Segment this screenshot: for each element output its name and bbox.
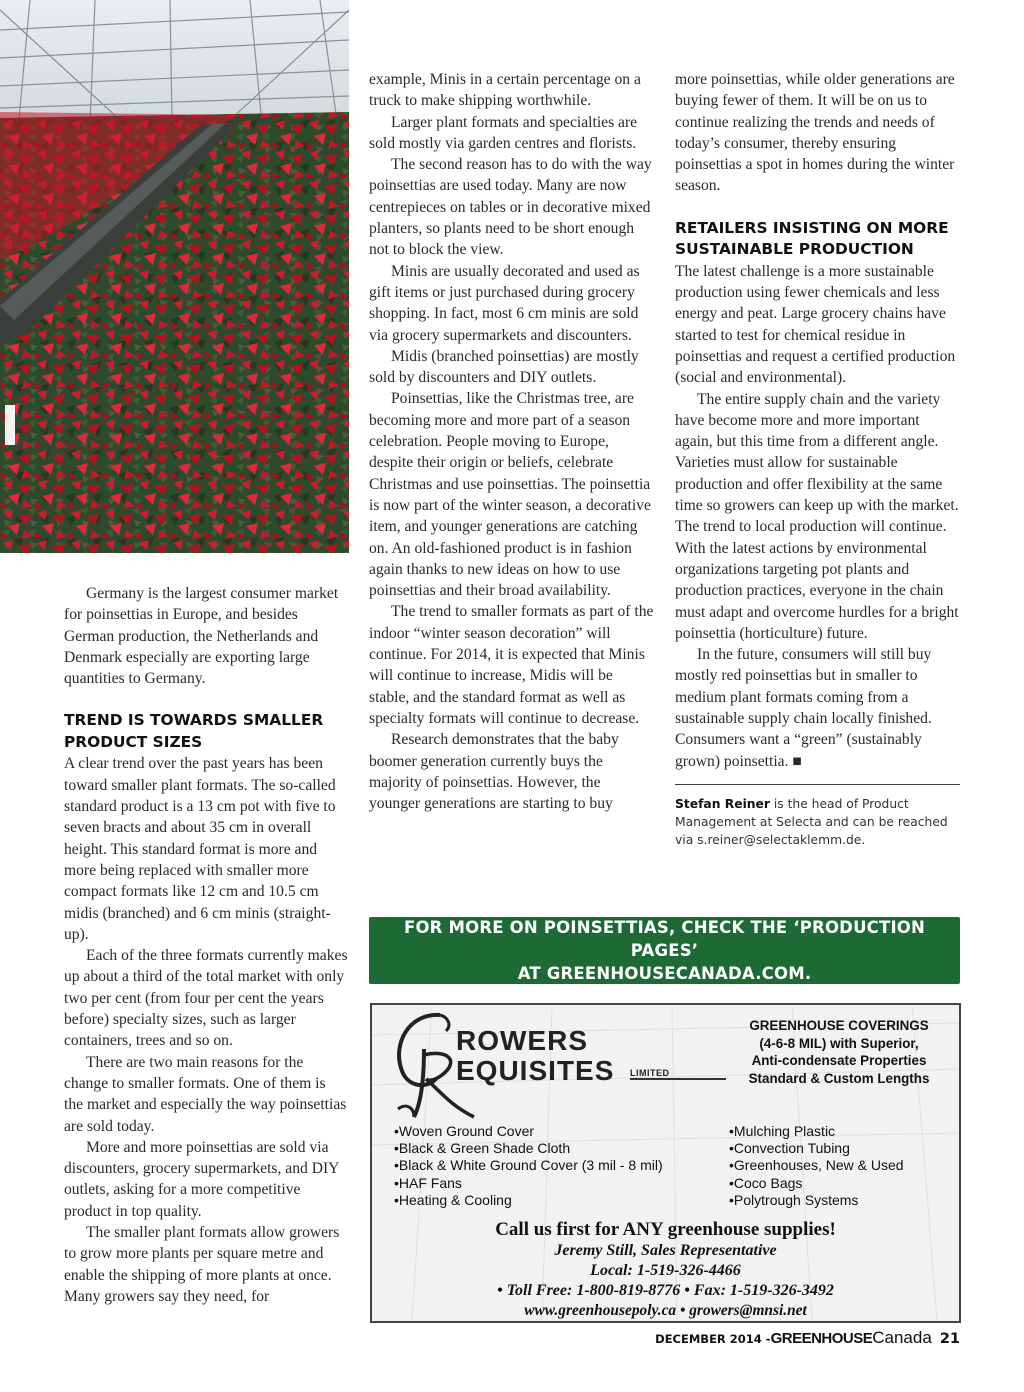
body-paragraph: Minis are usually decorated and used as gift items or just purchased during grocery shopping. In fact, most 6 cm minis are sold via grocery supermarkets and discounters. <box>369 262 640 344</box>
logo-limited: LIMITED <box>630 1068 670 1078</box>
body-paragraph: Research demonstrates that the baby boomer generation currently buys the majority of poinsettias. However, the younger generations are starting to buy <box>369 731 619 813</box>
product-list-right <box>729 1123 904 1209</box>
ad-local-phone: Local: 1-519-326-4466 <box>590 1262 741 1279</box>
promo-banner <box>369 917 960 984</box>
body-paragraph <box>675 644 960 772</box>
product-item: • Mulching Plastic <box>729 1123 904 1140</box>
body-paragraph: Poinsettias, like the Christmas tree, are becoming more and more part of a season celebration. People moving to Europe, despite their origin or beliefs, celebrate Christmas and use poinsettias. The poinsettia is now part of the winter season, a decorative item, and younger generations are catching on. An old-fashioned product is in fashion again thanks to new ideas on how to use poinsettias and their broad availability. <box>369 390 651 600</box>
growers-requisites-ad <box>370 1003 961 1323</box>
ad-tollfree-fax: • Toll Free: 1-800-819-8776 • Fax: 1-519-326-3492 <box>497 1282 834 1299</box>
section-heading-trend: TREND IS TOWARDS SMALLER PRODUCT SIZES <box>64 711 324 751</box>
body-paragraph: Germany is the largest consumer market for poinsettias in Europe, and besides German production, the Netherlands and Denmark especially are exporting large quantities to Germany. <box>64 585 339 688</box>
magazine-name-bold: GREENHOUSE <box>770 1330 873 1347</box>
magazine-name-light: Canada <box>872 1328 932 1347</box>
ad-web-email: www.greenhousepoly.ca • growers@mnsi.net <box>524 1302 807 1319</box>
logo-wordmark-growers: ROWERS <box>456 1025 588 1056</box>
page-number: 21 <box>939 1331 960 1347</box>
ad-call-to-action: Call us first for ANY greenhouse supplies! <box>495 1219 836 1240</box>
coverings-line: (4-6-8 MIL) with Superior, <box>759 1035 919 1051</box>
author-bio <box>675 795 960 850</box>
logo-underline <box>630 1078 726 1080</box>
body-paragraph: example, Minis in a certain percentage on a truck to make shipping worthwhile. <box>369 71 641 110</box>
product-item: • Black & Green Shade Cloth <box>394 1140 663 1157</box>
greenhouse-coverings-text <box>724 1017 954 1087</box>
final-paragraph-text: In the future, consumers will still buy mostly red poinsettias but in smaller to medium plant formats coming from a sustainable supply chain locally finished. Consumers want a “green” (sustainably grown) poinsettia. <box>675 646 932 770</box>
body-paragraph: More and more poinsettias are sold via discounters, grocery supermarkets, and DIY outlets, asking for a more competitive product in top quality. <box>64 1138 339 1220</box>
product-item: • Coco Bags <box>729 1175 904 1192</box>
body-paragraph: Midis (branched poinsettias) are mostly sold by discounters and DIY outlets. <box>369 347 639 387</box>
product-list-left <box>394 1123 663 1209</box>
author-name: Stefan Reiner <box>675 796 770 811</box>
body-paragraph: A clear trend over the past years has been toward smaller plant formats. The so-called standard product is a 13 cm pot with five to seven bracts and about 35 cm in overall height. This standard format is more and more being replaced with smaller more compact formats like 12 cm and 10.5 cm midis (branched) and 6 cm minis (straight-up). <box>64 755 336 943</box>
ad-sales-rep: Jeremy Still, Sales Representative <box>554 1242 777 1259</box>
bio-divider <box>675 784 960 785</box>
coverings-line: Anti-condensate Properties <box>751 1053 927 1068</box>
logo-wordmark-requisites: EQUISITES <box>456 1055 615 1086</box>
end-mark: ■ <box>792 752 802 770</box>
page-footer <box>655 1328 960 1348</box>
coverings-line: GREENHOUSE COVERINGS <box>749 1018 929 1033</box>
product-item: • Convection Tubing <box>729 1140 904 1157</box>
article-column-2 <box>369 69 654 814</box>
body-paragraph: The latest challenge is a more sustainable production using fewer chemicals and less energy and peat. Large grocery chains have started to test for chemical residue in poinsettias and request a certified production (social and environmental). <box>675 262 956 387</box>
body-paragraph: The smaller plant formats allow growers to grow more plants per square metre and enable the shipping of more plants at once. Many growers say they need, for <box>64 1224 340 1305</box>
body-paragraph: more poinsettias, while older generations are buying fewer of them. It will be on us to continue realizing the trends and needs of today’s consumer, thereby ensuring poinsettias a spot in homes during the winter season. <box>675 71 955 195</box>
author-bio-text: is the head of Product Management at Selecta and can be reached via s.reiner@selectaklemm.de. <box>675 796 948 848</box>
product-item: • HAF Fans <box>394 1175 663 1192</box>
issue-date: DECEMBER 2014 - <box>655 1332 771 1346</box>
article-column-1 <box>64 583 348 1307</box>
product-item: • Greenhouses, New & Used <box>729 1157 904 1174</box>
section-heading-retailers: RETAILERS INSISTING ON MORE SUSTAINABLE PRODUCTION <box>675 218 949 259</box>
body-paragraph: Larger plant formats and specialties are sold mostly via garden centres and florists. <box>369 113 638 152</box>
promo-banner-line2: AT GREENHOUSECANADA.COM. <box>517 964 812 983</box>
product-item: • Polytrough Systems <box>729 1192 904 1209</box>
product-item: • Heating & Cooling <box>394 1192 663 1209</box>
coverings-line: Standard & Custom Lengths <box>748 1070 930 1086</box>
product-item: • Woven Ground Cover <box>394 1123 663 1140</box>
body-paragraph: The trend to smaller formats as part of the indoor “winter season decoration” will continue. For 2014, it is expected that Minis will continue to increase, Midis will be stable, and the standard format as well as specialty formats will continue to decrease. <box>369 603 654 727</box>
product-item: • Black & White Ground Cover (3 mil - 8 mil) <box>394 1157 663 1174</box>
article-column-3 <box>675 69 960 850</box>
body-paragraph: The second reason has to do with the way poinsettias are used today. Many are now centrepieces on tables or in decorative mixed planters, so plants need to be short enough not to block the view. <box>369 156 652 259</box>
body-paragraph: There are two main reasons for the change to smaller formats. One of them is the market and especially the way poinsettias are sold today. <box>64 1053 347 1135</box>
body-paragraph: Each of the three formats currently makes up about a third of the total market with only two per cent (from four per cent the years before) specialty sizes, such as larger containers, trees and so on. <box>64 947 348 1050</box>
poinsettia-greenhouse-photo <box>0 0 349 553</box>
promo-banner-line1: FOR MORE ON POINSETTIAS, CHECK THE ‘PRODUCTION PAGES’ <box>403 918 926 960</box>
body-paragraph: The entire supply chain and the variety have become more and more important again, but this time from a different angle. Varieties must allow for sustainable production and offer flexibility at the same time so growers can keep up with the market. The trend to local production will continue. With the latest actions by environmental organizations targeting pot plants and production practices, everyone in the chain must adapt and overcome hurdles for a bright poinsettia (horticulture) future. <box>675 390 959 642</box>
